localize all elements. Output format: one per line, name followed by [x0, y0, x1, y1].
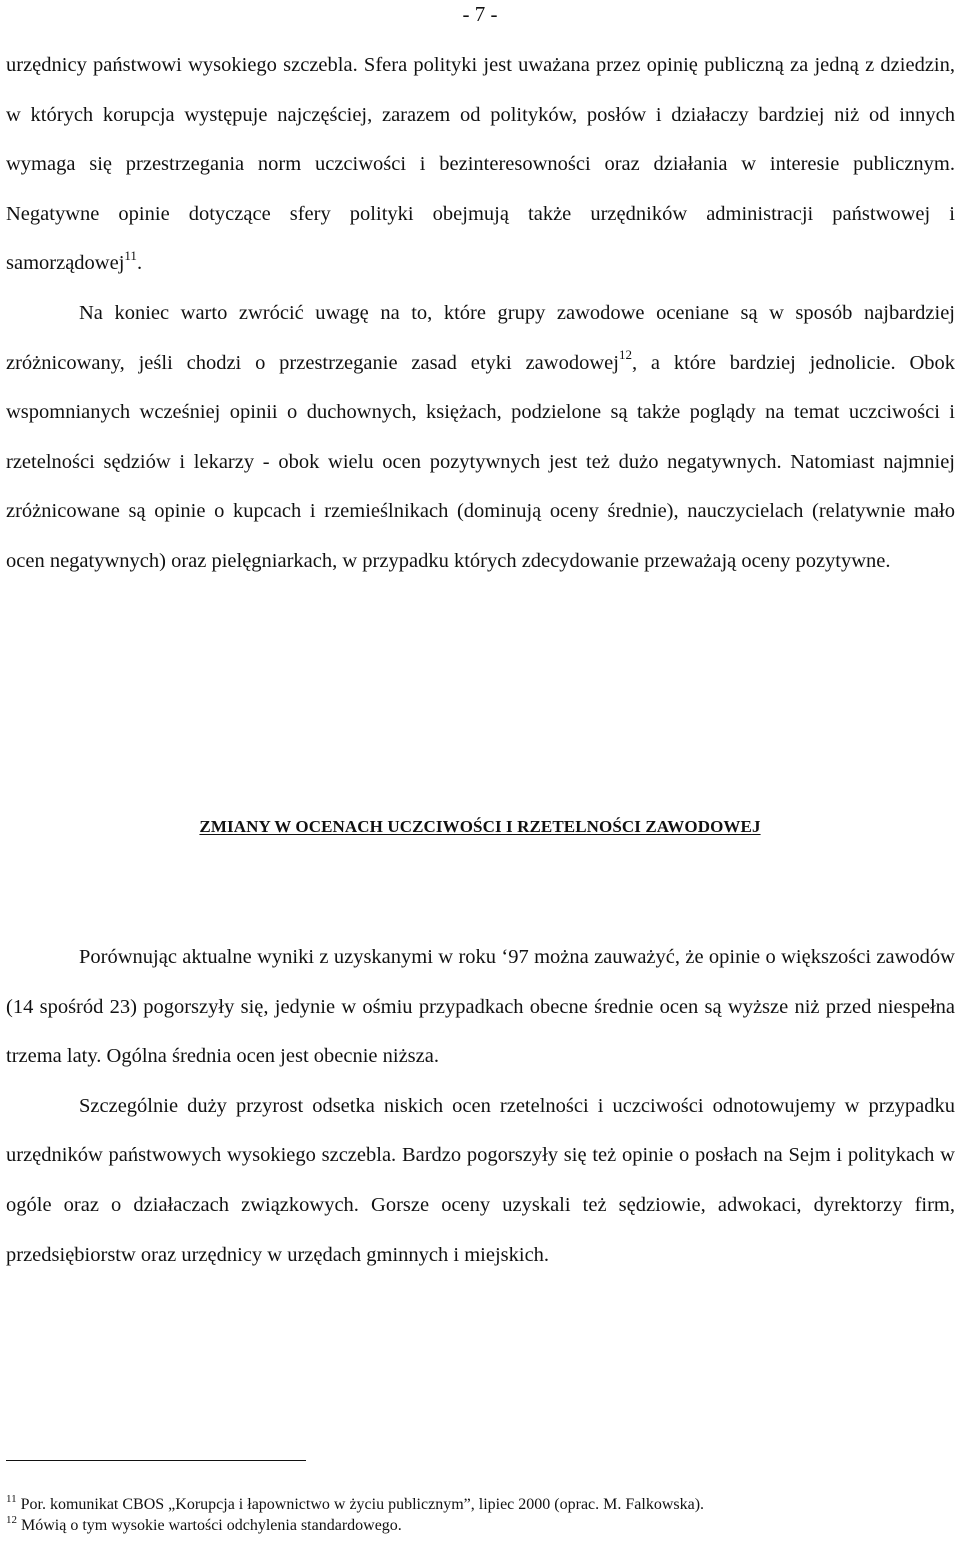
paragraph-2-text-b: , a które bardziej jednolicie. Obok wspomnianych wcześniej opinii o duchownych, księżach, podzielone są także poglądy na temat uczciwości i rzetelności sędziów i lekarzy - obok wielu ocen pozytywnych jest też dużo negatywnych. Natomiast najmniej zróżnicowane są opinie o kupcach i rzemieślnikach (dominują oceny średnie), nauczycielach (relatywnie mało ocen negatywnych) oraz pielęgniarkach, w przypadku których zdecydowanie przeważają oceny pozytywne.	[6, 351, 955, 572]
paragraph-4: Szczególnie duży przyrost odsetka niskich ocen rzetelności i uczciwości odnotowujemy w przypadku urzędników państwowych wysokiego szczebla. Bardzo pogorszyły się też opinie o posłach na Sejm i politykach w ogóle oraz o działaczach związkowych. Gorsze oceny uzyskali też sędziowie, adwokaci, dyrektorzy firm, przedsiębiorstw oraz urzędnicy w urzędach gminnych i miejskich.	[6, 1094, 955, 1266]
footnotes	[6, 1494, 955, 1536]
paragraph-1-end: .	[136, 252, 143, 275]
paragraph-2	[6, 289, 955, 587]
footnote-12	[6, 1515, 955, 1536]
footnote-number: 11	[6, 1492, 17, 1505]
body-text-top	[6, 41, 955, 587]
footnote-ref-12[interactable]: 12	[618, 346, 632, 362]
section-heading: ZMIANY W OCENACH UCZCIWOŚCI I RZETELNOŚCI ZAWODOWEJ	[199, 817, 761, 836]
footnote-ref-11[interactable]: 11	[124, 247, 137, 263]
paragraph-3: Porównując aktualne wyniki z uzyskanymi w roku ‘97 można zauważyć, że opinie o większości zawodów (14 spośród 23) pogorszyły się, jedynie w ośmiu przypadkach obecne średnie ocen są wyższe niż przed niespełna trzema laty. Ogólna średnia ocen jest obecnie niższa.	[6, 946, 955, 1068]
footnote-number: 12	[6, 1513, 17, 1526]
paragraph-2-text-a: Na koniec warto zwrócić uwagę na to, które grupy zawodowe oceniane są w sposób najbardziej zróżnicowany, jeśli chodzi o przestrzeganie zasad etyki zawodowej	[6, 301, 955, 374]
footnote-text: Mówią o tym wysokie wartości odchylenia standardowego.	[21, 1517, 402, 1534]
paragraph-1	[6, 41, 955, 289]
footnote-text: Por. komunikat CBOS „Korupcja i łapownictwo w życiu publicznym”, lipiec 2000 (oprac. M. Falkowska).	[20, 1496, 705, 1513]
footnote-divider	[6, 1460, 306, 1461]
body-text-section	[6, 933, 955, 1280]
paragraph-1-text: urzędnicy państwowi wysokiego szczebla. Sfera polityki jest uważana przez opinię publiczną za jedną z dziedzin, w których korupcja występuje najczęściej, zarazem od polityków, posłów i działaczy bardziej niż od innych wymaga się przestrzegania norm uczciwości i bezinteresowności oraz działania w interesie publicznym. Negatywne opinie dotyczące sfery polityki obejmują także urzędników administracji państwowej i samorządowej	[6, 54, 955, 275]
footnote-11	[6, 1494, 955, 1515]
page-number: - 7 -	[462, 2, 498, 26]
